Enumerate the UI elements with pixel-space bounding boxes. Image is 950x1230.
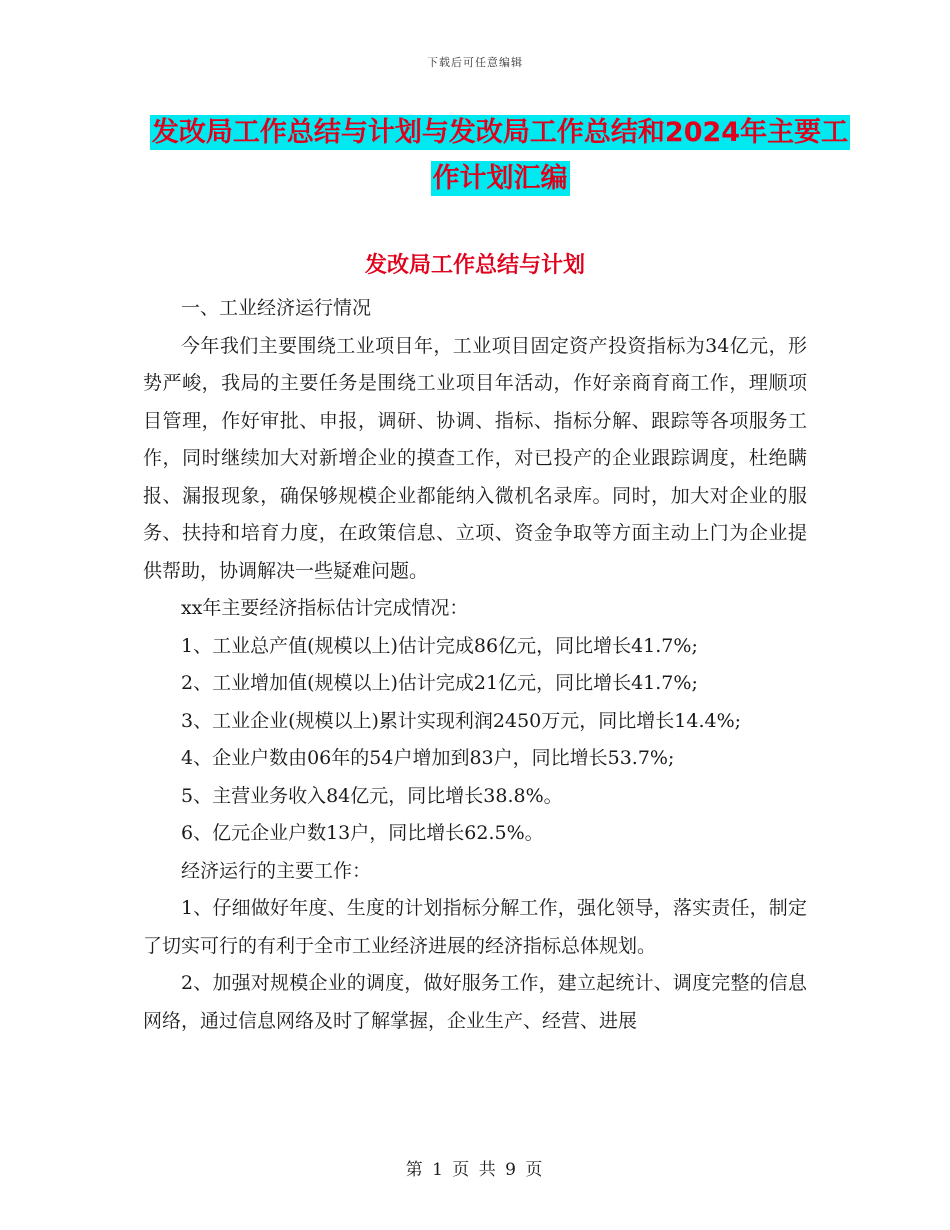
document-title: [140, 110, 860, 202]
list-item-indicator-4: 4、企业户数由06年的54户增加到83户，同比增长53.7%;: [181, 747, 675, 769]
paragraph-overview: 今年我们主要围绕工业项目年，工业项目固定资产投资指标为34亿元，形势严峻，我局的主要任务是围绕工业项目年活动，作好亲商育商工作，理顺项目管理，作好审批、申报，调研、协调、指标、指标分解、跟踪等各项服务工作，同时继续加大对新增企业的摸查工作，对已投产的企业跟踪调度，杜绝瞒报、漏报现象，确保够规模企业都能纳入微机名录库。同时，加大对企业的服务、扶持和培育力度，在政策信息、立项、资金争取等方面主动上门为企业提供帮助，协调解决一些疑难问题。: [143, 334, 807, 582]
list-item-work-1: 1、仔细做好年度、生度的计划指标分解工作，强化领导，落实责任，制定了切实可行的有利于全市工业经济进展的经济指标总体规划。: [143, 897, 807, 957]
heading-industrial-economy: 一、工业经济运行情况: [181, 297, 372, 319]
list-item-indicator-6: 6、亿元企业户数13户，同比增长62.5%。: [181, 822, 544, 844]
document-body: [143, 290, 807, 1040]
page-footer: 第 1 页 共 9 页: [405, 1160, 545, 1180]
paragraph-indicators-intro: xx年主要经济指标估计完成情况：: [181, 597, 469, 619]
list-item-work-2: 2、加强对规模企业的调度，做好服务工作，建立起统计、调度完整的信息网络，通过信息网络及时了解掌握，企业生产、经营、进展: [143, 972, 807, 1032]
list-item-indicator-1: 1、工业总产值(规模以上)估计完成86亿元，同比增长41.7%;: [181, 634, 698, 657]
list-item-indicator-5: 5、主营业务收入84亿元，同比增长38.8%。: [181, 784, 563, 807]
document-title-text: 发改局工作总结与计划与发改局工作总结和2024年主要工作计划汇编: [151, 117, 849, 194]
list-item-indicator-2: 2、工业增加值(规模以上)估计完成21亿元，同比增长41.7%;: [181, 672, 698, 694]
paragraph-main-work-intro: 经济运行的主要工作：: [181, 859, 372, 882]
header-note: 下载后可任意编辑: [427, 56, 523, 69]
section-title: 发改局工作总结与计划: [364, 253, 585, 278]
list-item-indicator-3: 3、工业企业(规模以上)累计实现利润2450万元，同比增长14.4%;: [181, 709, 742, 732]
